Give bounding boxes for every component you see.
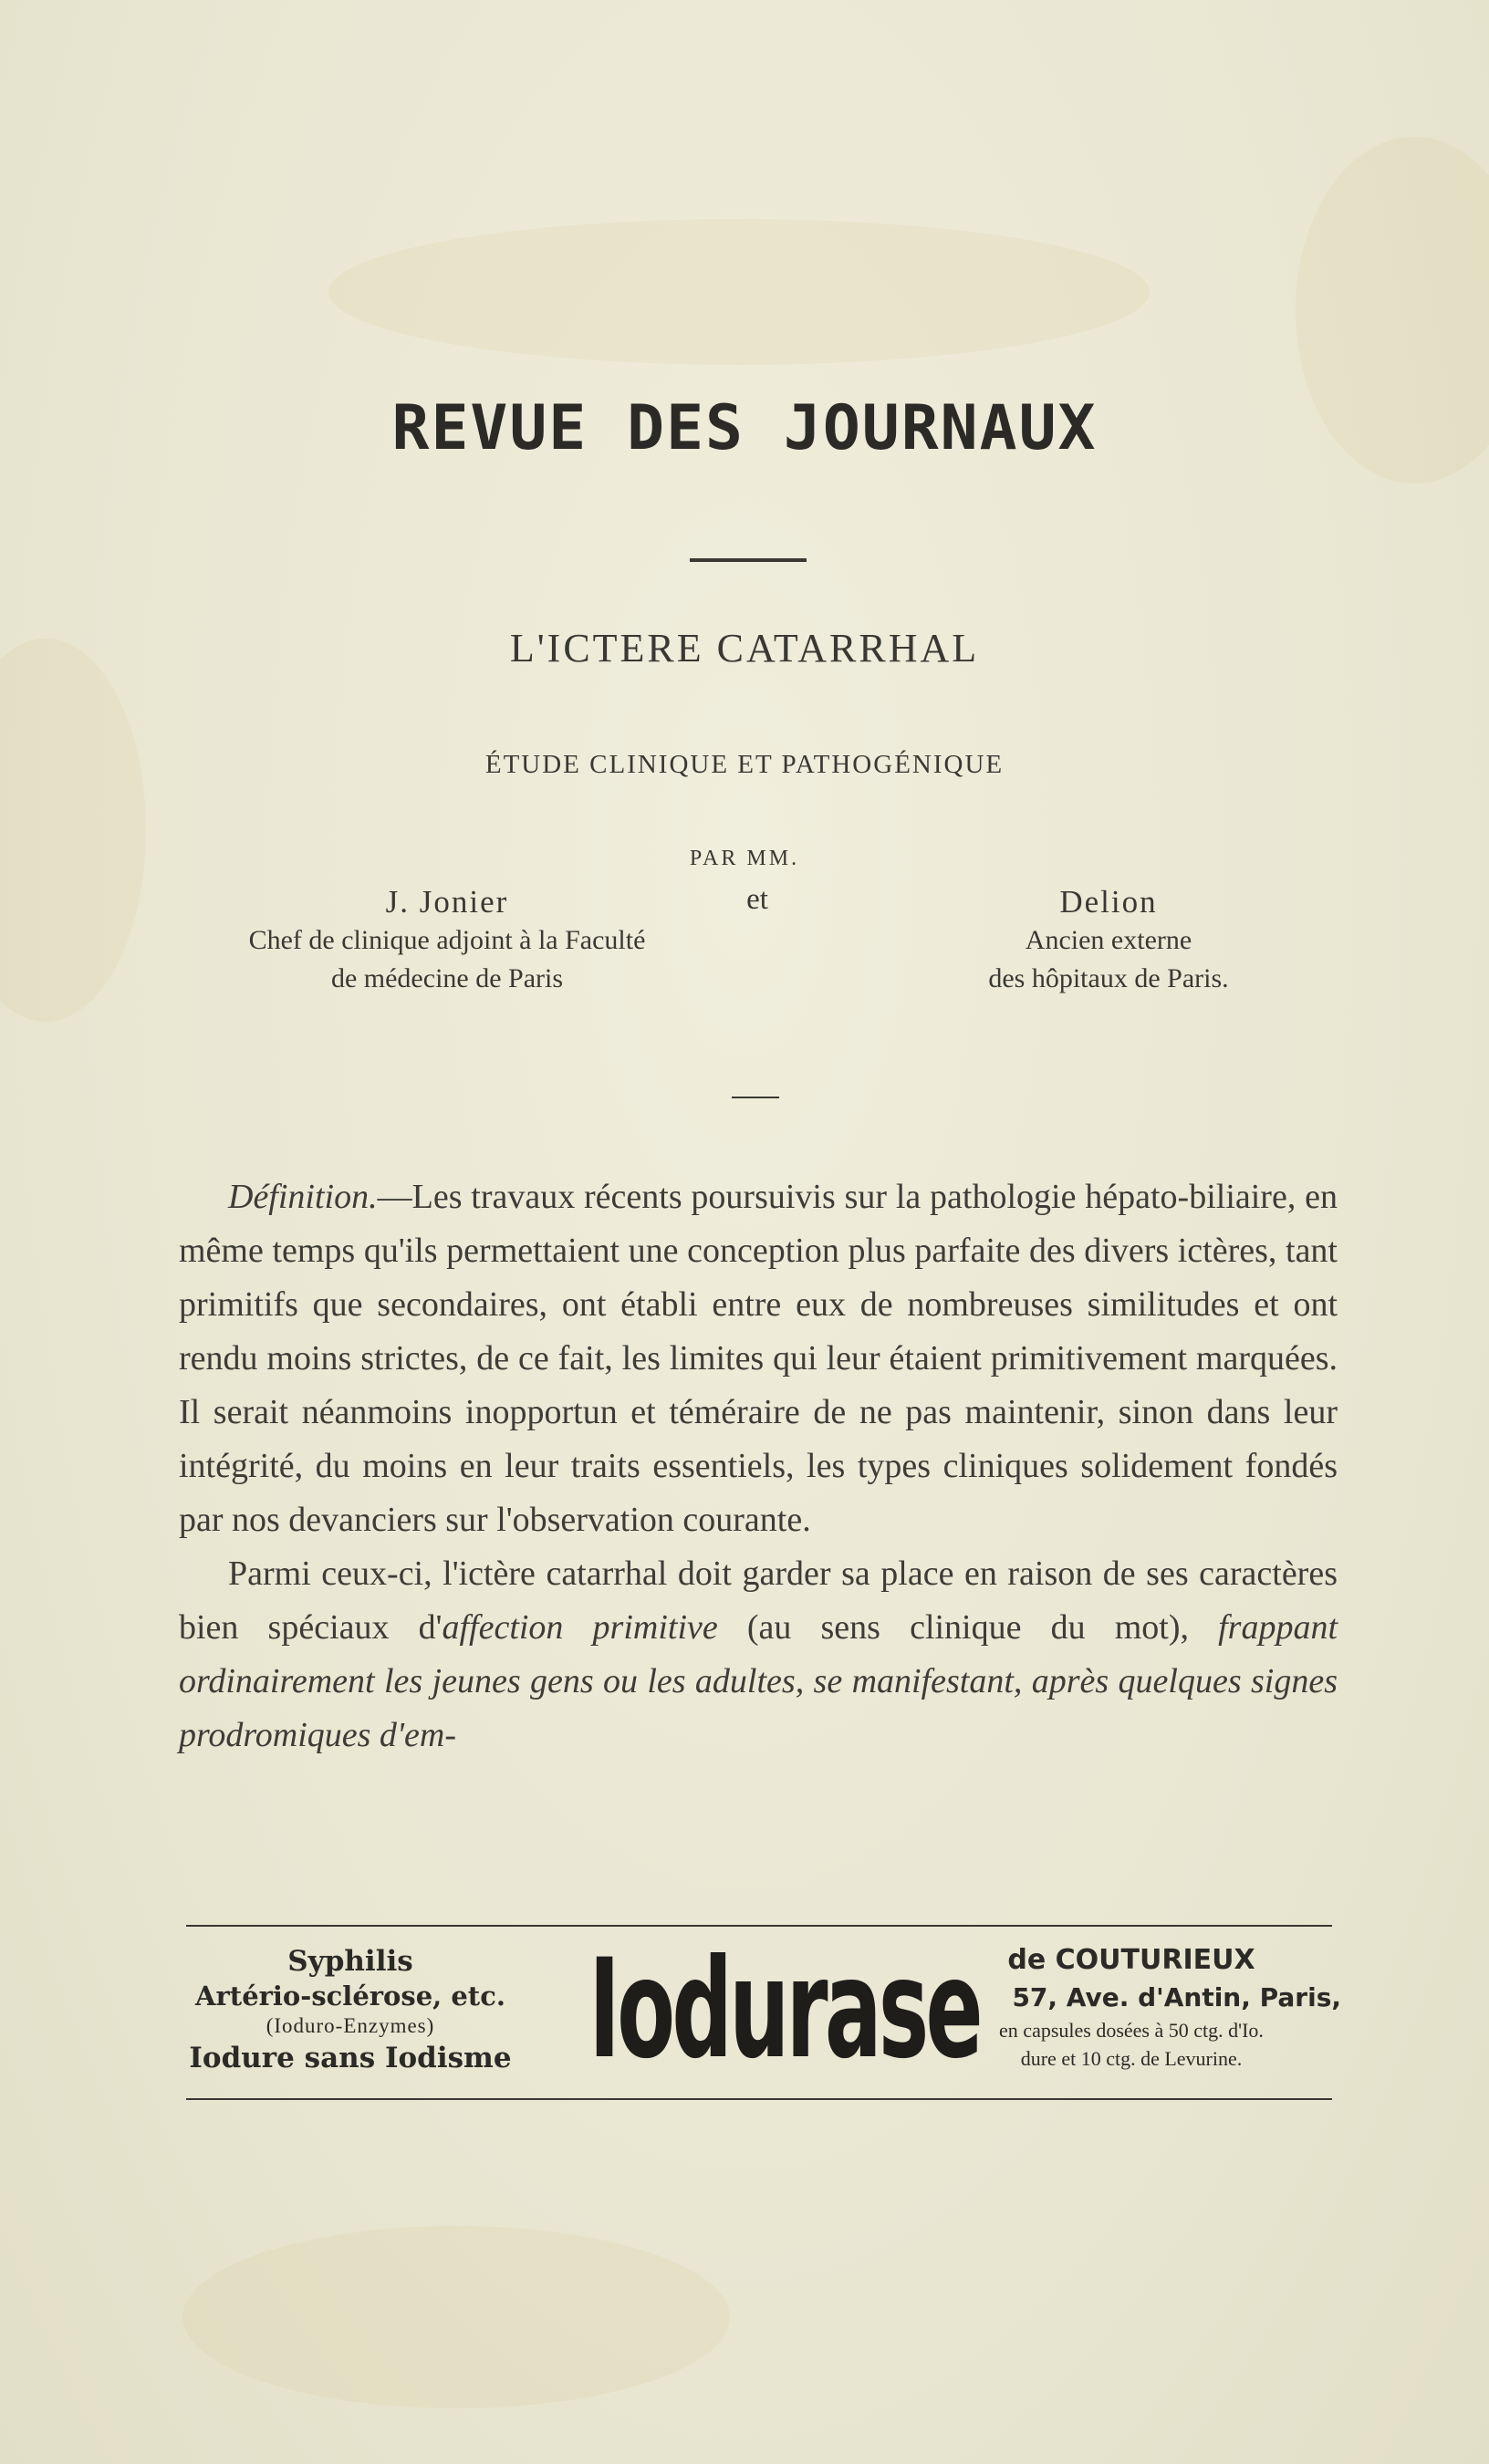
article-subtitle: ÉTUDE CLINIQUE ET PATHOGÉNIQUE xyxy=(484,750,1005,779)
paragraph-emphasis: affection primitive xyxy=(442,1608,718,1647)
ad-right-line-1: de COUTURIEUX xyxy=(1007,1944,1255,1976)
author-left-name: J. Jonier xyxy=(385,884,509,920)
paragraph-catarrhal xyxy=(179,1547,1338,1762)
author-right-name: Delion xyxy=(1059,884,1158,920)
divider xyxy=(690,558,807,562)
paper-stain xyxy=(0,639,146,1022)
paper-stain xyxy=(328,219,1150,365)
author-right-role-2: des hôpitaux de Paris. xyxy=(988,963,1229,993)
paper-stain xyxy=(182,2226,730,2408)
author-right-role-1: Ancien externe xyxy=(1025,925,1192,955)
ad-right-line-3: en capsules dosées à 50 ctg. d'Io. xyxy=(999,2019,1264,2042)
author-left-role-2: de médecine de Paris xyxy=(330,963,564,993)
ad-right-line-2: 57, Ave. d'Antin, Paris, xyxy=(1012,1982,1341,2012)
author-conjunction: et xyxy=(746,883,768,916)
ad-border-bottom xyxy=(186,2098,1332,2100)
paragraph-text: (au sens clinique du mot), xyxy=(717,1608,1219,1647)
section-title: REVUE DES JOURNAUX xyxy=(391,392,1098,464)
ad-maker xyxy=(922,1941,1341,2073)
article-body xyxy=(179,1170,1338,1762)
paragraph-emphasis: frappant ordinairement les jeunes gens ou les adultes, se manifestant, après quelques signes prodromiques d'em- xyxy=(179,1608,1338,1754)
ad-left-line-2: Artério-sclérose, etc. xyxy=(195,1981,505,2012)
ad-left-line-3: (Ioduro-Enzymes) xyxy=(266,2014,435,2037)
ad-brand-name: Iodurase xyxy=(588,1930,980,2089)
ad-indications xyxy=(186,1943,515,2076)
author-left xyxy=(146,883,748,998)
article-title: L'ICTERE CATARRHAL xyxy=(509,626,980,671)
author-right xyxy=(931,883,1286,998)
by-line: PAR MM. xyxy=(689,847,800,870)
author-left-role-1: Chef de clinique adjoint à la Faculté xyxy=(248,925,646,955)
ad-border-top xyxy=(186,1925,1332,1927)
ad-right-line-4: dure et 10 ctg. de Levurine. xyxy=(1020,2047,1243,2070)
definition-lead: Définition. xyxy=(228,1178,378,1216)
paragraph-definition xyxy=(179,1170,1338,1547)
ad-left-line-4: Iodure sans Iodisme xyxy=(189,2042,512,2074)
paragraph-text: Parmi ceux-ci, l'ictère catarrhal doit garder sa place en raison de ses caractères bien spéciaux d' xyxy=(179,1554,1338,1647)
divider-small xyxy=(732,1097,779,1098)
definition-text: —Les travaux récents poursuivis sur la pathologie hépato-biliaire, en même temps qu'ils permettaient une conception plus parfaite des divers ictères, tant primitifs que secondaires, ont établi entre eux de nombreuses similitudes et ont rendu moins strictes, de ce fait, les limites qui leur étaient primitivement marquées. Il serait néanmoins inopportun et téméraire de ne pas maintenir, sinon dans leur intégrité, du moins en leur traits essentiels, les types cliniques solidement fondés par nos devanciers sur l'observation courante. xyxy=(179,1178,1338,1539)
ad-left-line-1: Syphilis xyxy=(287,1945,413,1978)
